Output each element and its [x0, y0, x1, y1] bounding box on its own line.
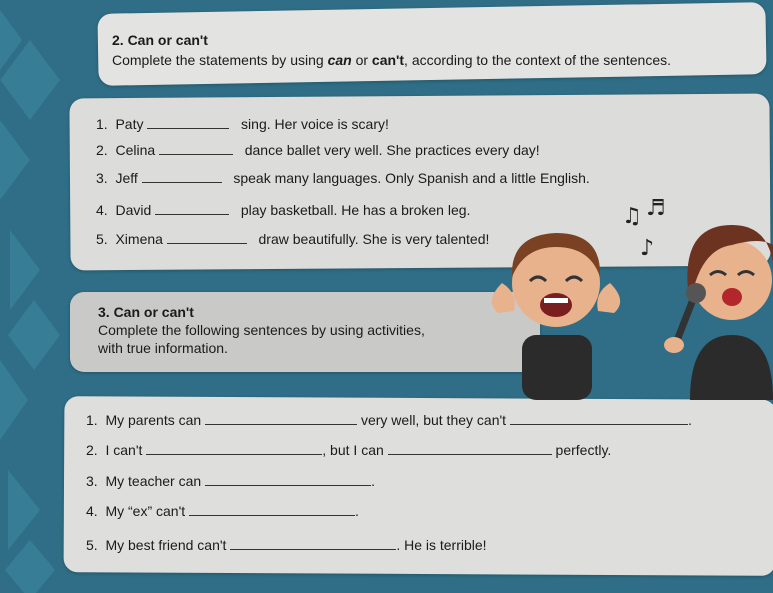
answer-blank[interactable] — [205, 423, 357, 425]
answer-blank[interactable] — [147, 127, 229, 129]
section-3-item-1: 1. My parents can very well, but they can't . — [86, 412, 692, 428]
boy-character — [492, 233, 620, 400]
answer-blank[interactable] — [388, 453, 552, 455]
section-2-item-5: 5. Ximena draw beautifully. She is very talented! — [96, 231, 490, 247]
section-2-item-1: 1. Paty sing. Her voice is scary! — [96, 116, 389, 132]
section-3-item-5: 5. My best friend can't . He is terrible! — [86, 537, 487, 553]
section-3-instruction-line-2: with true information. — [98, 340, 228, 356]
section-2-item-2: 2. Celina dance ballet very well. She practices every day! — [96, 142, 540, 158]
section-2-instruction: Complete the statements by using can or can't, according to the context of the sentences. — [112, 52, 671, 68]
answer-blank[interactable] — [230, 548, 396, 550]
illustration — [470, 185, 773, 400]
section-3-item-3: 3. My teacher can . — [86, 473, 375, 489]
section-3-item-4: 4. My “ex” can't . — [86, 503, 359, 519]
section-3-instruction-line-1: Complete the following sentences by using activities, — [98, 322, 425, 338]
answer-blank[interactable] — [510, 423, 688, 425]
section-2-item-3: 3. Jeff speak many languages. Only Spanish and a little English. — [96, 170, 590, 186]
svg-text:♪: ♪ — [640, 236, 655, 261]
answer-blank[interactable] — [205, 484, 371, 486]
section-3-item-2: 2. I can't , but I can perfectly. — [86, 442, 612, 458]
svg-text:♫: ♫ — [622, 204, 642, 229]
girl-singing-with-microphone — [664, 225, 773, 400]
answer-blank[interactable] — [189, 514, 355, 516]
answer-blank[interactable] — [167, 242, 247, 244]
answer-blank[interactable] — [142, 181, 222, 183]
svg-text:♬: ♬ — [646, 196, 666, 221]
answer-blank[interactable] — [159, 153, 233, 155]
answer-blank[interactable] — [155, 213, 229, 215]
music-notes-icon — [622, 196, 666, 261]
section-3-title: 3. Can or can't — [98, 304, 194, 320]
section-2-item-4: 4. David play basketball. He has a broken leg. — [96, 202, 471, 218]
section-2-title: 2. Can or can't — [112, 32, 208, 48]
answer-blank[interactable] — [146, 453, 322, 455]
